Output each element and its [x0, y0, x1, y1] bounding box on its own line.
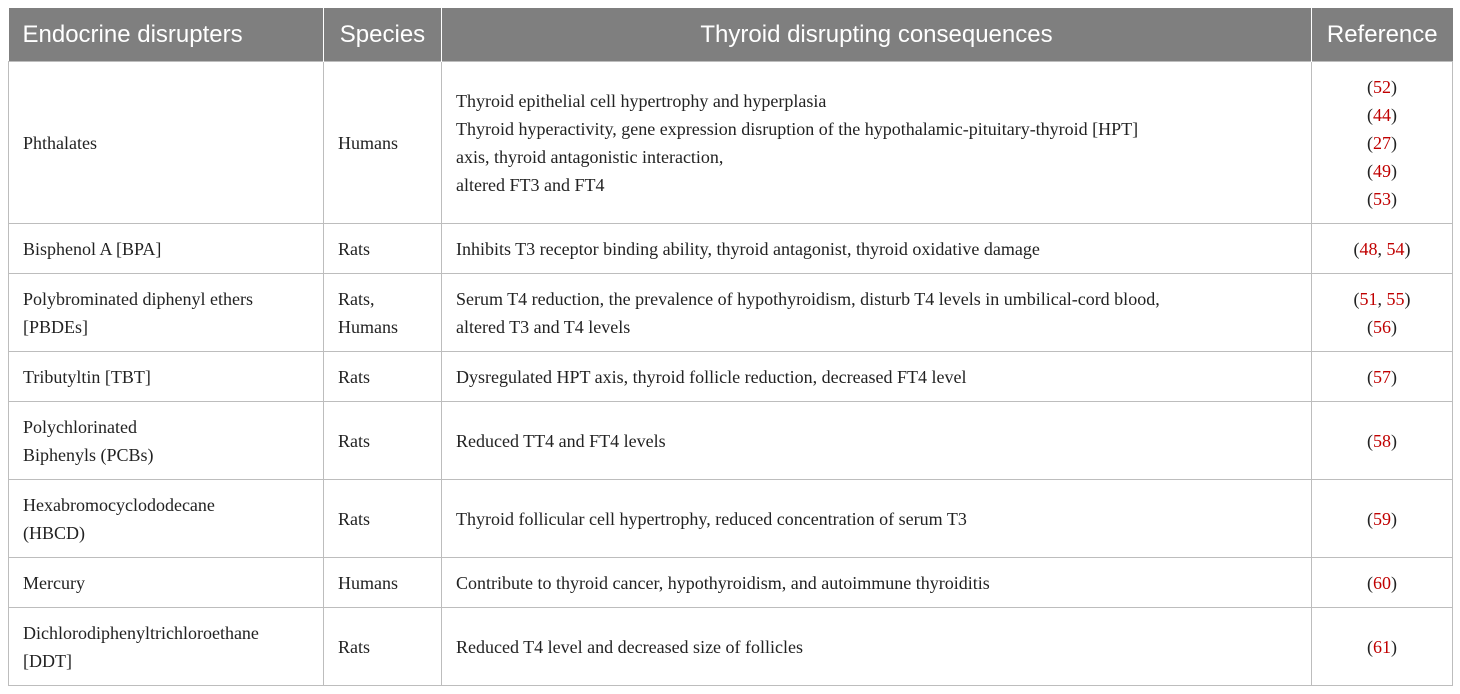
disrupter-text: Mercury	[23, 572, 85, 593]
cell-reference	[1312, 402, 1453, 480]
reference-line: (52)	[1367, 76, 1397, 97]
reference-line: (59)	[1367, 508, 1397, 529]
disrupter-text: Polybrominated diphenyl ethers	[23, 288, 253, 309]
reference-link[interactable]: 49	[1373, 160, 1391, 181]
header-endocrine-disrupters: Endocrine disrupters	[9, 8, 324, 62]
cell-endocrine-disrupter	[9, 224, 324, 274]
header-reference: Reference	[1312, 8, 1453, 62]
cell-species	[324, 608, 442, 686]
species-text: Rats,	[338, 288, 375, 309]
cell-reference	[1312, 608, 1453, 686]
cell-endocrine-disrupter	[9, 480, 324, 558]
cell-consequences	[442, 224, 1312, 274]
cell-reference	[1312, 62, 1453, 224]
table-row	[9, 402, 1453, 480]
reference-link[interactable]: 52	[1373, 76, 1391, 97]
table-row	[9, 558, 1453, 608]
reference-link[interactable]: 56	[1373, 316, 1391, 337]
consequence-text: axis, thyroid antagonistic interaction,	[456, 146, 724, 167]
reference-link[interactable]: 58	[1373, 430, 1391, 451]
table-header	[9, 8, 1453, 62]
disrupter-text: Hexabromocyclododecane	[23, 494, 215, 515]
consequence-text: Inhibits T3 receptor binding ability, thyroid antagonist, thyroid oxidative damage	[456, 238, 1040, 259]
reference-line: (58)	[1367, 430, 1397, 451]
cell-consequences	[442, 402, 1312, 480]
reference-link[interactable]: 51	[1359, 288, 1378, 309]
disrupter-text: Polychlorinated	[23, 416, 137, 437]
reference-link[interactable]: 61	[1373, 636, 1391, 657]
consequence-text: Dysregulated HPT axis, thyroid follicle reduction, decreased FT4 level	[456, 366, 967, 387]
disrupter-text: (HBCD)	[23, 522, 85, 543]
reference-link[interactable]: 44	[1373, 104, 1391, 125]
disrupter-text: [PBDEs]	[23, 316, 89, 337]
consequence-text: Thyroid follicular cell hypertrophy, reduced concentration of serum T3	[456, 508, 967, 529]
consequence-text: altered FT3 and FT4	[456, 174, 605, 195]
cell-reference	[1312, 274, 1453, 352]
table-row	[9, 62, 1453, 224]
species-text: Rats	[338, 238, 371, 259]
table-row	[9, 480, 1453, 558]
cell-species	[324, 62, 442, 224]
reference-line: (57)	[1367, 366, 1397, 387]
species-text: Rats	[338, 508, 371, 529]
cell-endocrine-disrupter	[9, 274, 324, 352]
reference-link[interactable]: 54	[1386, 238, 1405, 259]
reference-line: (61)	[1367, 636, 1397, 657]
cell-endocrine-disrupter	[9, 62, 324, 224]
reference-line: (44)	[1367, 104, 1397, 125]
consequence-text: Contribute to thyroid cancer, hypothyroidism, and autoimmune thyroiditis	[456, 572, 990, 593]
cell-species	[324, 224, 442, 274]
reference-line: (51, 55)	[1353, 288, 1411, 309]
disrupter-text: Biphenyls (PCBs)	[23, 444, 154, 465]
cell-consequences	[442, 274, 1312, 352]
cell-reference	[1312, 224, 1453, 274]
header-species: Species	[324, 8, 442, 62]
cell-reference	[1312, 352, 1453, 402]
species-text: Humans	[338, 132, 398, 153]
cell-consequences	[442, 352, 1312, 402]
table-row	[9, 224, 1453, 274]
cell-consequences	[442, 480, 1312, 558]
table-row	[9, 608, 1453, 686]
reference-line: (53)	[1367, 188, 1397, 209]
header-row	[9, 8, 1453, 62]
reference-link[interactable]: 59	[1373, 508, 1391, 529]
disrupter-text: Bisphenol A [BPA]	[23, 238, 162, 259]
cell-species	[324, 558, 442, 608]
cell-species	[324, 480, 442, 558]
consequence-text: Thyroid epithelial cell hypertrophy and hyperplasia	[456, 90, 827, 111]
reference-link[interactable]: 55	[1386, 288, 1405, 309]
table-row	[9, 274, 1453, 352]
header-consequences: Thyroid disrupting consequences	[442, 8, 1312, 62]
species-text: Rats	[338, 366, 371, 387]
disrupter-text: Tributyltin [TBT]	[23, 366, 151, 387]
reference-link[interactable]: 60	[1373, 572, 1391, 593]
table-row	[9, 352, 1453, 402]
disrupter-text: [DDT]	[23, 650, 72, 671]
reference-link[interactable]: 27	[1373, 132, 1391, 153]
species-text: Rats	[338, 636, 371, 657]
reference-line: (27)	[1367, 132, 1397, 153]
cell-species	[324, 352, 442, 402]
reference-line: (60)	[1367, 572, 1397, 593]
cell-species	[324, 402, 442, 480]
consequence-text: Reduced TT4 and FT4 levels	[456, 430, 666, 451]
reference-link[interactable]: 57	[1373, 366, 1391, 387]
cell-endocrine-disrupter	[9, 608, 324, 686]
cell-consequences	[442, 558, 1312, 608]
table-body	[9, 62, 1453, 686]
cell-consequences	[442, 608, 1312, 686]
species-text: Humans	[338, 316, 398, 337]
disrupter-text: Dichlorodiphenyltrichloroethane	[23, 622, 259, 643]
consequence-text: Thyroid hyperactivity, gene expression disruption of the hypothalamic-pituitary-thyroid [HPT]	[456, 118, 1139, 139]
reference-link[interactable]: 48	[1359, 238, 1378, 259]
consequence-text: Serum T4 reduction, the prevalence of hypothyroidism, disturb T4 levels in umbilical-cord blood,	[456, 288, 1160, 309]
species-text: Rats	[338, 430, 371, 451]
reference-line: (56)	[1367, 316, 1397, 337]
reference-link[interactable]: 53	[1373, 188, 1391, 209]
cell-endocrine-disrupter	[9, 352, 324, 402]
cell-reference	[1312, 480, 1453, 558]
disrupter-text: Phthalates	[23, 132, 97, 153]
thyroid-disrupters-table	[8, 8, 1453, 686]
reference-line: (48, 54)	[1353, 238, 1411, 259]
cell-endocrine-disrupter	[9, 558, 324, 608]
cell-species	[324, 274, 442, 352]
cell-endocrine-disrupter	[9, 402, 324, 480]
species-text: Humans	[338, 572, 398, 593]
cell-consequences	[442, 62, 1312, 224]
reference-line: (49)	[1367, 160, 1397, 181]
cell-reference	[1312, 558, 1453, 608]
consequence-text: altered T3 and T4 levels	[456, 316, 631, 337]
consequence-text: Reduced T4 level and decreased size of follicles	[456, 636, 804, 657]
